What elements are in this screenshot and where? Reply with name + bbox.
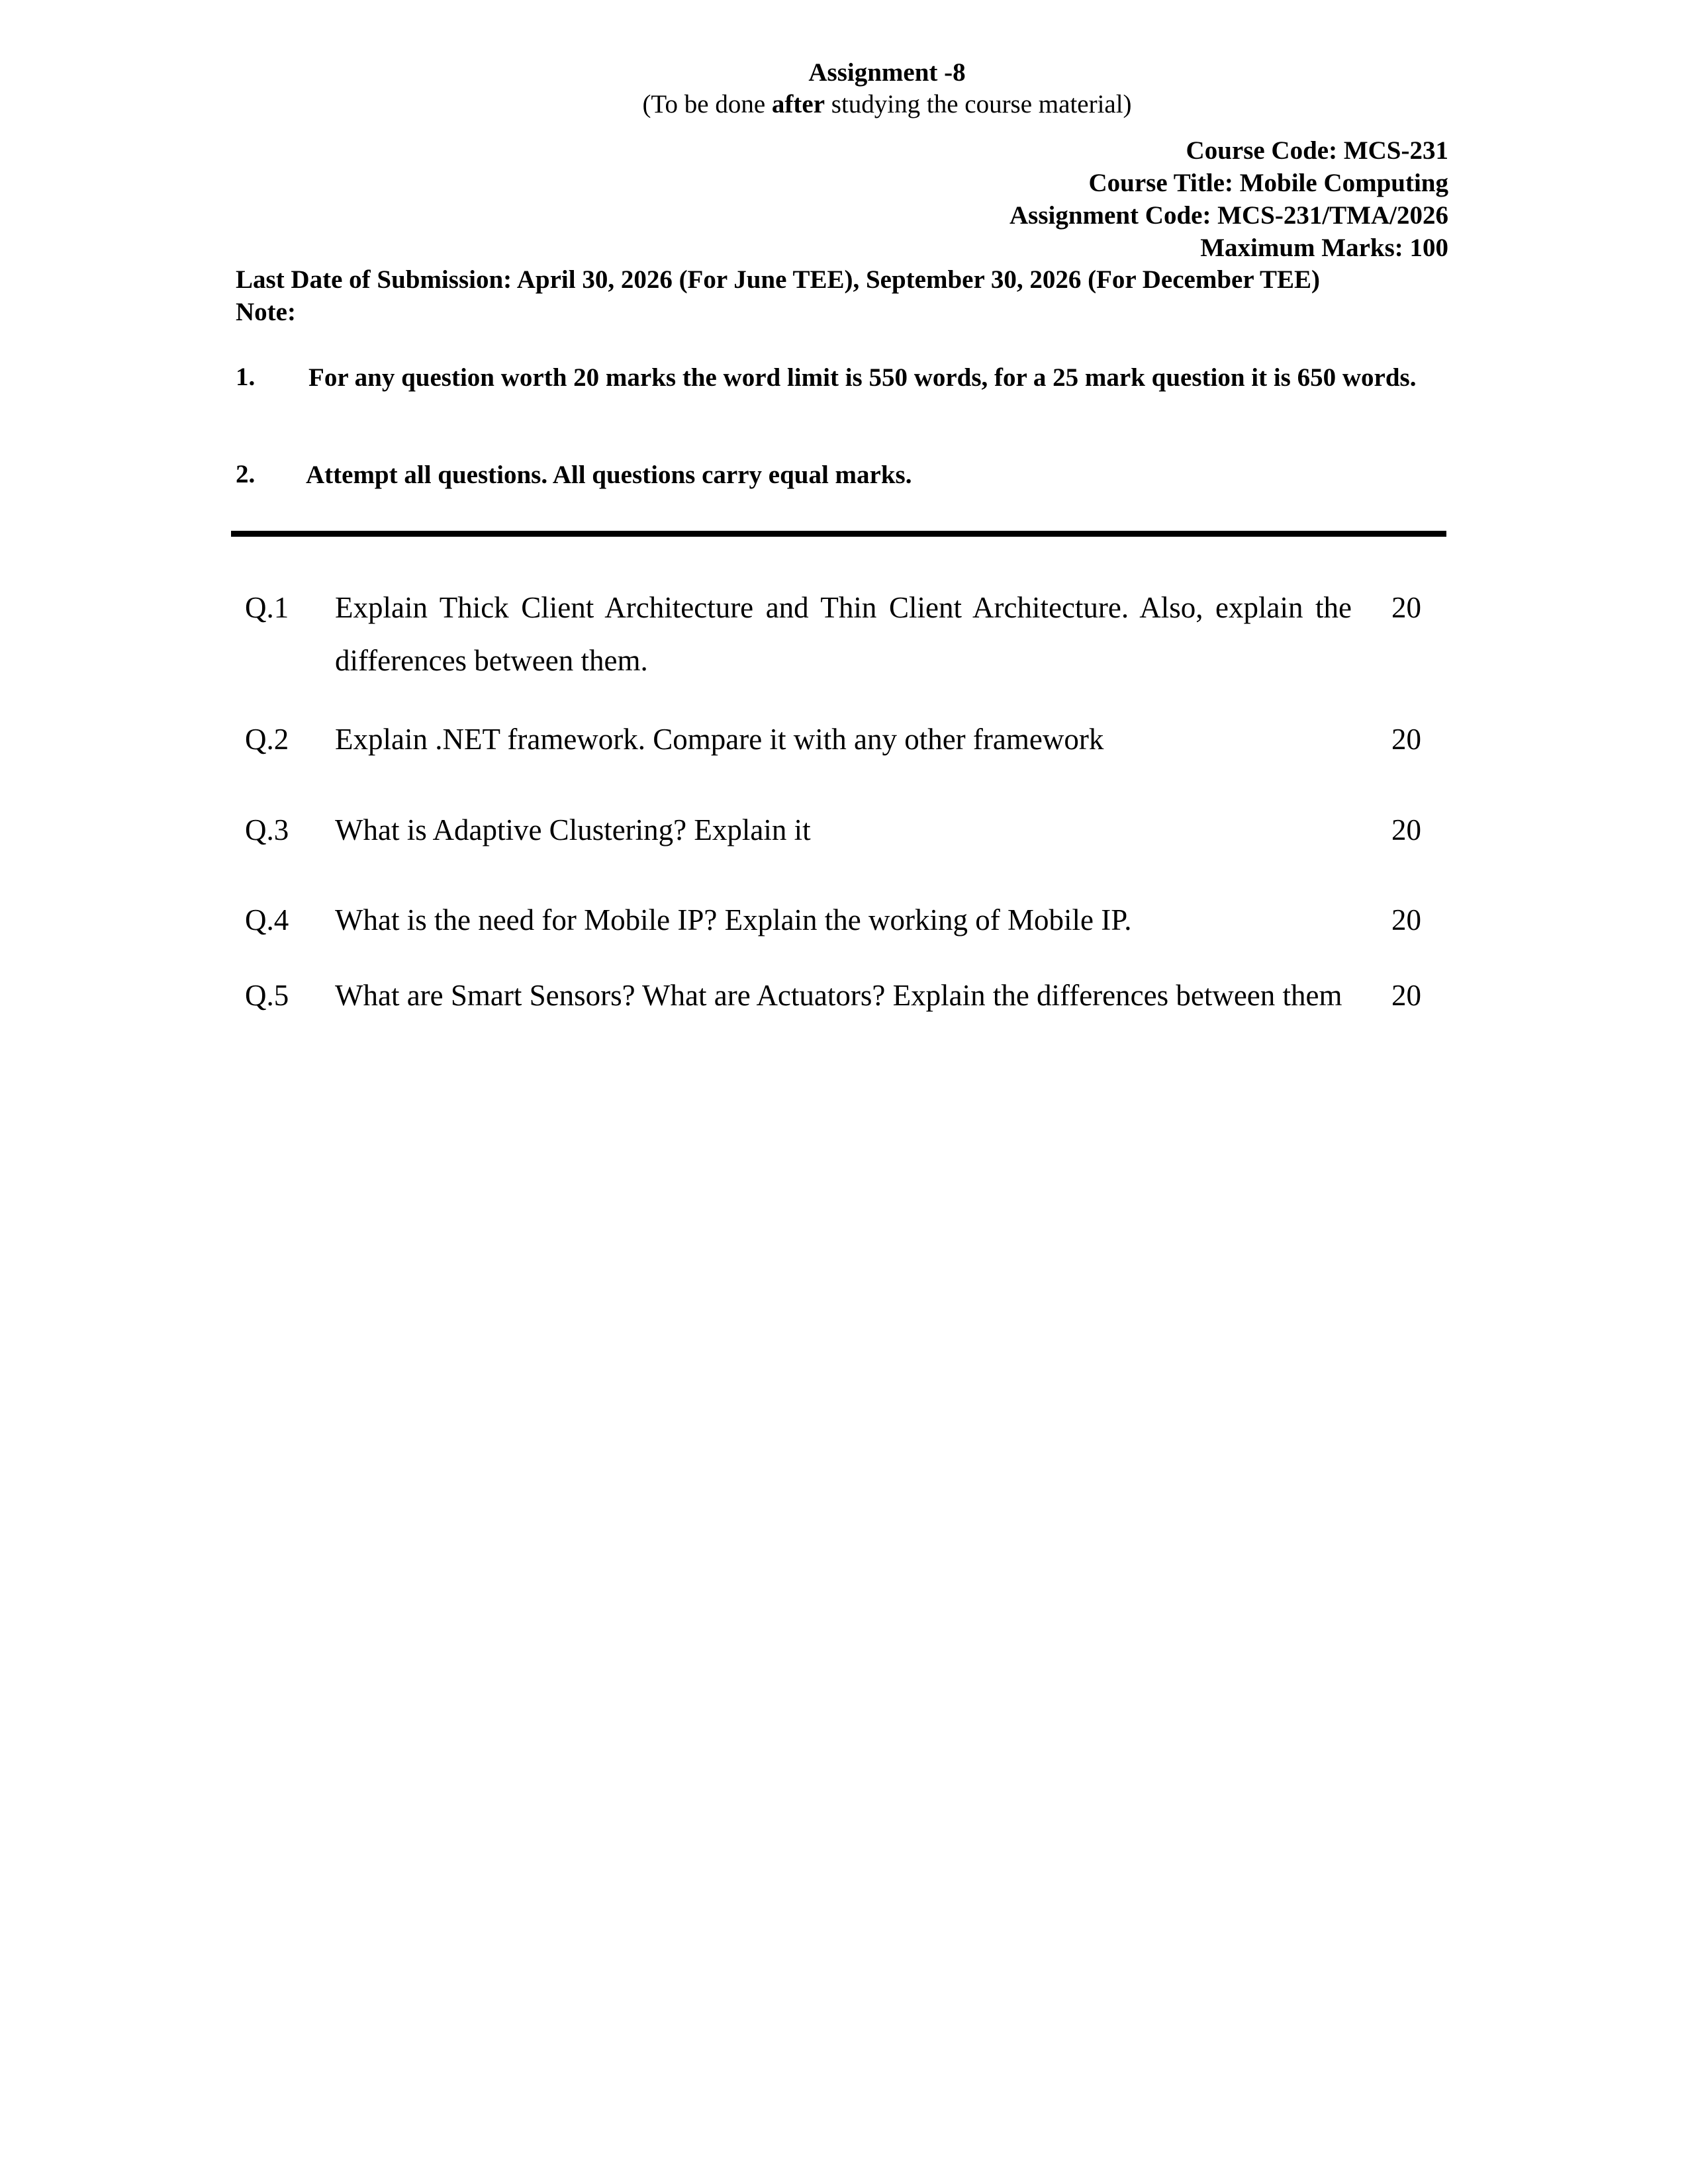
question-text: What are Smart Sensors? What are Actuators? Explain the differences between them [335,979,1342,1012]
question-marks: 20 [1391,979,1421,1012]
note-text: Attempt all questions. All questions carry equal marks. [306,461,912,489]
question-number: Q.4 [245,903,289,936]
subtitle-pre: (To be done [642,90,772,118]
question-marks: 20 [1391,591,1421,624]
note-number: 1. [236,363,256,391]
question-text: What is the need for Mobile IP? Explain the working of Mobile IP. [335,903,1132,936]
question-marks: 20 [1391,813,1421,846]
question-text: What is Adaptive Clustering? Explain it [335,813,811,846]
note-text: For any question worth 20 marks the word limit is 550 words, for a 25 mark question it is 650 words. [308,363,1417,392]
note-label: Note: [236,298,296,326]
question-marks: 20 [1391,723,1421,756]
last-date-of-submission: Last Date of Submission: April 30, 2026 (For June TEE), September 30, 2026 (For December TEE) [236,265,1320,294]
assignment-title: Assignment -8 [808,58,966,87]
question-text: Explain .NET framework. Compare it with any other framework [335,723,1104,756]
horizontal-rule [231,531,1446,537]
question-number: Q.5 [245,979,289,1012]
note-number: 2. [236,460,256,488]
course-code: Course Code: MCS-231 [1186,136,1448,165]
subtitle-bold: after [771,90,825,118]
question-number: Q.1 [245,591,289,624]
course-title: Course Title: Mobile Computing [1088,169,1448,197]
question-number: Q.2 [245,723,289,756]
subtitle-post: studying the course material) [825,90,1132,118]
question-text: Explain Thick Client Architecture and Thin Client Architecture. Also, explain the differences between them. [335,591,1352,677]
maximum-marks: Maximum Marks: 100 [1200,234,1448,262]
question-number: Q.3 [245,813,289,846]
assignment-subtitle [0,89,1688,120]
question-marks: 20 [1391,903,1421,936]
assignment-code: Assignment Code: MCS-231/TMA/2026 [1009,201,1448,230]
